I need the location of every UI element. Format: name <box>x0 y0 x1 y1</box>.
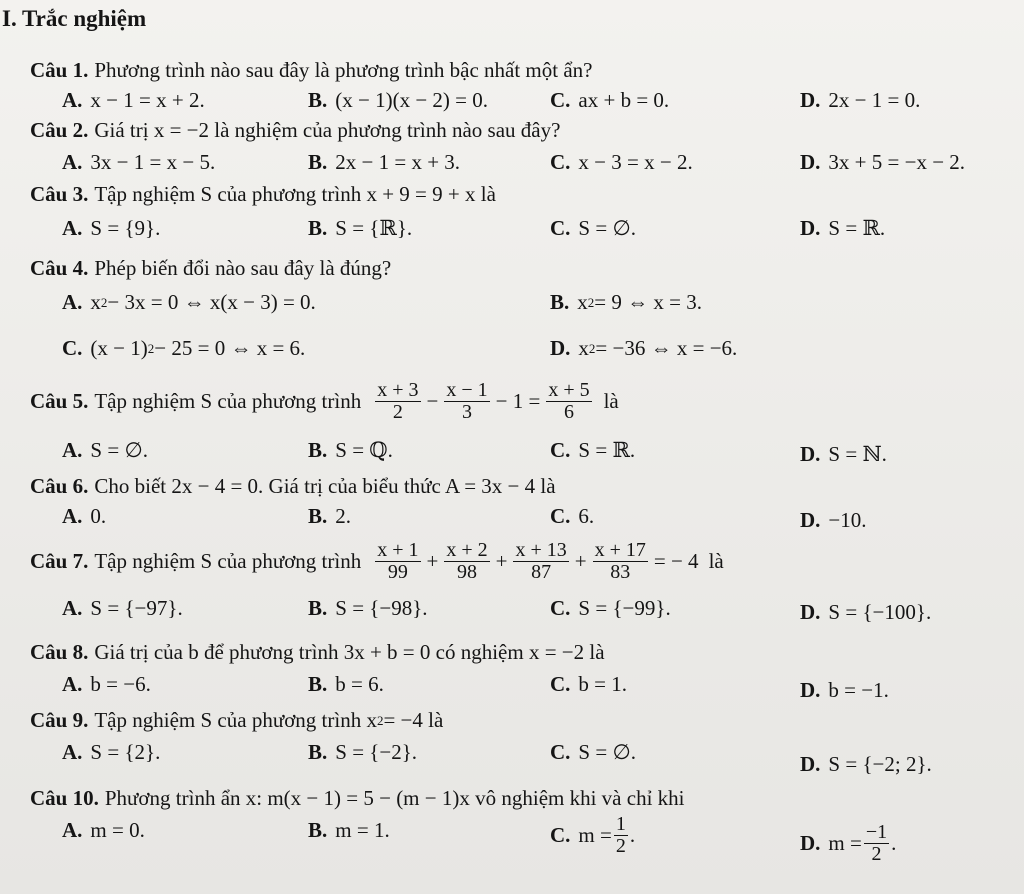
option-text: b = 1. <box>578 672 628 696</box>
q6-option-d[interactable] <box>800 508 867 533</box>
question-number: Câu 10. <box>30 786 99 810</box>
denominator: 99 <box>387 561 408 583</box>
option-text: 6. <box>578 504 595 528</box>
q10-option-c[interactable] <box>550 814 635 857</box>
option-text: b = −1. <box>828 678 889 702</box>
option-text: S = ℝ. <box>578 438 636 462</box>
option-text-post: − 3x = 0 ⇔ x(x − 3) = 0. <box>107 290 316 314</box>
q1-option-d[interactable] <box>800 88 920 113</box>
q4-option-c[interactable] <box>62 336 305 361</box>
option-letter: A. <box>62 740 83 764</box>
q7-option-b[interactable] <box>308 596 428 621</box>
question-2 <box>30 118 560 143</box>
q10-option-d[interactable] <box>800 822 896 865</box>
option-text: S = {−100}. <box>828 600 932 624</box>
numerator: x + 1 <box>377 539 419 561</box>
q3-option-a[interactable] <box>62 216 160 241</box>
option-text: 2x − 1 = x + 3. <box>335 150 461 174</box>
option-text: ax + b = 0. <box>578 88 670 112</box>
question-text-post: = −4 là <box>383 708 444 732</box>
operator: + <box>426 549 439 573</box>
option-letter: C. <box>550 438 571 462</box>
numerator: x + 13 <box>515 539 567 561</box>
fraction <box>513 540 568 583</box>
option-text: S = ∅. <box>578 740 636 764</box>
option-letter: D. <box>800 88 821 112</box>
option-text-post: − 25 = 0 ⇔ x = 6. <box>154 336 306 360</box>
option-text: 3x + 5 = −x − 2. <box>828 150 966 174</box>
option-letter: B. <box>550 290 570 314</box>
option-text: b = −6. <box>90 672 151 696</box>
option-letter: D. <box>800 508 821 532</box>
question-number: Câu 5. <box>30 389 89 413</box>
option-text: b = 6. <box>335 672 384 696</box>
option-letter: C. <box>550 88 571 112</box>
option-letter: A. <box>62 150 83 174</box>
option-letter: C. <box>550 504 571 528</box>
option-letter: C. <box>550 823 571 847</box>
option-text: S = {−98}. <box>335 596 428 620</box>
option-text: S = {9}. <box>90 216 161 240</box>
q1-option-b[interactable] <box>308 88 488 113</box>
fraction <box>375 380 420 423</box>
q2-option-b[interactable] <box>308 150 460 175</box>
option-letter: C. <box>62 336 83 360</box>
option-text: 0. <box>90 504 107 528</box>
option-letter: A. <box>62 672 83 696</box>
option-letter: C. <box>550 216 571 240</box>
denominator: 6 <box>563 401 574 423</box>
numerator: x + 2 <box>446 539 488 561</box>
option-text-pre: x <box>578 336 589 360</box>
option-text: S = ℕ. <box>828 442 887 466</box>
fraction <box>593 540 648 583</box>
operator: − 1 = <box>495 389 541 413</box>
numerator: x + 17 <box>594 539 646 561</box>
fraction <box>375 540 420 583</box>
question-text: Phương trình ẩn x: m(x − 1) = 5 − (m − 1)x vô nghiệm khi và chỉ khi <box>104 786 685 810</box>
option-text: S = {−97}. <box>90 596 183 620</box>
q6-option-a[interactable] <box>62 504 106 529</box>
option-letter: B. <box>308 672 328 696</box>
q9-option-d[interactable] <box>800 752 932 777</box>
option-letter: D. <box>800 150 821 174</box>
q5-option-a[interactable] <box>62 438 148 463</box>
q2-option-d[interactable] <box>800 150 965 175</box>
option-letter: D. <box>800 216 821 240</box>
numerator: 1 <box>615 813 626 835</box>
option-letter: D. <box>800 678 821 702</box>
option-text: 2. <box>335 504 352 528</box>
option-letter: C. <box>550 740 571 764</box>
operator: + <box>495 549 508 573</box>
question-number: Câu 8. <box>30 640 89 664</box>
q4-option-a[interactable] <box>62 290 316 315</box>
option-letter: A. <box>62 438 83 462</box>
question-8 <box>30 640 605 665</box>
q1-option-a[interactable] <box>62 88 205 113</box>
option-letter: A. <box>62 504 83 528</box>
option-letter: B. <box>308 818 328 842</box>
question-5 <box>30 380 619 423</box>
option-text-pre: m = <box>578 823 612 847</box>
exponent: 2 <box>376 712 384 728</box>
q5-option-b[interactable] <box>308 438 393 463</box>
option-text: S = {2}. <box>90 740 161 764</box>
q6-option-b[interactable] <box>308 504 351 529</box>
option-text-post: = 9 ⇔ x = 3. <box>594 290 702 314</box>
denominator: 87 <box>531 561 552 583</box>
question-text: Tập nghiệm S của phương trình <box>94 549 362 573</box>
numerator: x + 3 <box>377 379 419 401</box>
numerator: x − 1 <box>446 379 488 401</box>
option-text: 3x − 1 = x − 5. <box>90 150 216 174</box>
q5-option-d[interactable] <box>800 442 887 467</box>
q2-option-c[interactable] <box>550 150 693 175</box>
q8-option-d[interactable] <box>800 678 889 703</box>
option-text: −10. <box>828 508 867 532</box>
denominator: 2 <box>392 401 403 423</box>
fraction <box>444 380 489 423</box>
q3-option-d[interactable] <box>800 216 885 241</box>
option-text: S = {ℝ}. <box>335 216 413 240</box>
option-text: S = {−2; 2}. <box>828 752 932 776</box>
question-text: Tập nghiệm S của phương trình x + 9 = 9 + x là <box>94 182 496 206</box>
q1-option-c[interactable] <box>550 88 669 113</box>
q8-option-c[interactable] <box>550 672 627 697</box>
option-letter: B. <box>308 740 328 764</box>
option-text: S = ∅. <box>90 438 148 462</box>
q9-option-c[interactable] <box>550 740 636 765</box>
option-text-pre: x <box>90 290 101 314</box>
denominator: 2 <box>615 835 626 857</box>
question-text: Phương trình nào sau đây là phương trình bậc nhất một ẩn? <box>94 58 593 82</box>
fraction <box>546 380 591 423</box>
q3-option-c[interactable] <box>550 216 636 241</box>
option-letter: D. <box>800 831 821 855</box>
option-letter: A. <box>62 88 83 112</box>
exponent: 2 <box>147 340 155 356</box>
option-text-pre: (x − 1) <box>90 336 148 360</box>
question-number: Câu 2. <box>30 118 89 142</box>
exponent: 2 <box>100 294 108 310</box>
fraction <box>864 822 889 865</box>
question-text: Cho biết 2x − 4 = 0. Giá trị của biểu thức A = 3x − 4 là <box>94 474 556 498</box>
option-text: x − 3 = x − 2. <box>578 150 693 174</box>
option-letter: D. <box>800 600 821 624</box>
question-1 <box>30 58 592 83</box>
option-letter: B. <box>308 88 328 112</box>
question-end: là <box>708 549 724 573</box>
option-text: S = ∅. <box>578 216 636 240</box>
operator: − <box>426 389 439 413</box>
question-7 <box>30 540 724 583</box>
option-letter: B. <box>308 438 328 462</box>
denominator: 2 <box>871 843 882 865</box>
denominator: 98 <box>456 561 477 583</box>
q4-option-b[interactable] <box>550 290 702 315</box>
option-text: S = ℝ. <box>828 216 886 240</box>
option-text-post: = −36 ⇔ x = −6. <box>595 336 738 360</box>
option-text: S = ℚ. <box>335 438 393 462</box>
option-letter: D. <box>800 752 821 776</box>
denominator: 83 <box>610 561 631 583</box>
q4-option-d[interactable] <box>550 336 737 361</box>
question-end: là <box>603 389 619 413</box>
option-letter: C. <box>550 672 571 696</box>
numerator: x + 5 <box>548 379 590 401</box>
option-text: x − 1 = x + 2. <box>90 88 205 112</box>
option-text-post: . <box>891 831 897 855</box>
q6-option-c[interactable] <box>550 504 594 529</box>
q3-option-b[interactable] <box>308 216 412 241</box>
question-9 <box>30 708 443 733</box>
question-4 <box>30 256 391 281</box>
option-text: S = {−2}. <box>335 740 418 764</box>
option-letter: A. <box>62 818 83 842</box>
option-letter: B. <box>308 504 328 528</box>
option-letter: B. <box>308 150 328 174</box>
q5-option-c[interactable] <box>550 438 635 463</box>
denominator: 3 <box>461 401 472 423</box>
option-letter: D. <box>550 336 571 360</box>
q8-option-b[interactable] <box>308 672 384 697</box>
option-text-pre: m = <box>828 831 862 855</box>
question-text: Phép biến đổi nào sau đây là đúng? <box>94 256 392 280</box>
option-letter: B. <box>308 216 328 240</box>
option-letter: D. <box>800 442 821 466</box>
question-number: Câu 3. <box>30 182 89 206</box>
question-number: Câu 4. <box>30 256 89 280</box>
operator: + <box>574 549 587 573</box>
question-number: Câu 9. <box>30 708 89 732</box>
equation-rhs: = − 4 <box>653 549 699 573</box>
option-text: m = 0. <box>90 818 145 842</box>
option-letter: B. <box>308 596 328 620</box>
question-10 <box>30 786 685 811</box>
q10-option-b[interactable] <box>308 818 390 843</box>
option-letter: A. <box>62 290 83 314</box>
question-number: Câu 6. <box>30 474 89 498</box>
q9-option-a[interactable] <box>62 740 160 765</box>
q2-option-a[interactable] <box>62 150 215 175</box>
option-letter: A. <box>62 216 83 240</box>
q10-option-a[interactable] <box>62 818 145 843</box>
q7-option-d[interactable] <box>800 600 931 625</box>
option-letter: A. <box>62 596 83 620</box>
option-text: m = 1. <box>335 818 390 842</box>
question-6 <box>30 474 556 499</box>
option-text: S = {−99}. <box>578 596 671 620</box>
exponent: 2 <box>587 294 595 310</box>
numerator: −1 <box>865 821 888 843</box>
question-text: Giá trị x = −2 là nghiệm của phương trình nào sau đây? <box>94 118 561 142</box>
question-text-pre: Tập nghiệm S của phương trình x <box>94 708 377 732</box>
question-text: Tập nghiệm S của phương trình <box>94 389 362 413</box>
option-text: 2x − 1 = 0. <box>828 88 921 112</box>
question-number: Câu 7. <box>30 549 89 573</box>
option-text-post: . <box>629 823 636 847</box>
fraction <box>614 814 628 857</box>
section-title: I. Trắc nghiệm <box>2 6 147 31</box>
question-number: Câu 1. <box>30 58 89 82</box>
option-letter: C. <box>550 596 571 620</box>
q7-option-c[interactable] <box>550 596 671 621</box>
option-letter: C. <box>550 150 571 174</box>
question-text: Giá trị của b để phương trình 3x + b = 0 có nghiệm x = −2 là <box>94 640 605 664</box>
q7-option-a[interactable] <box>62 596 183 621</box>
fraction <box>444 540 489 583</box>
exponent: 2 <box>588 340 596 356</box>
q8-option-a[interactable] <box>62 672 151 697</box>
option-text-pre: x <box>577 290 588 314</box>
q9-option-b[interactable] <box>308 740 417 765</box>
question-3 <box>30 182 496 207</box>
option-text: (x − 1)(x − 2) = 0. <box>335 88 489 112</box>
